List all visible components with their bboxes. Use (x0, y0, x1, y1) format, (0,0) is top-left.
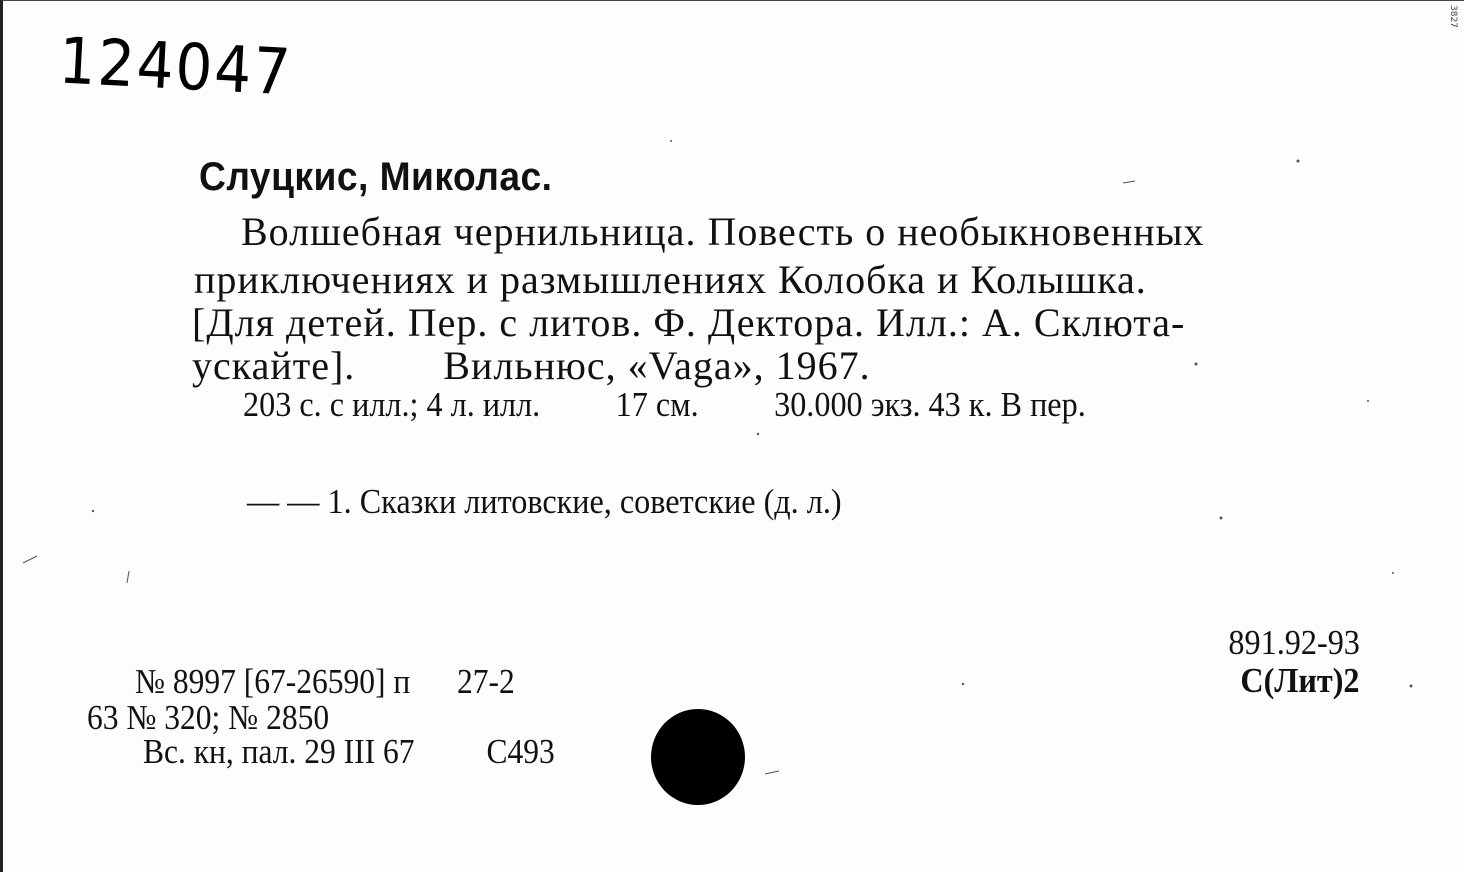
footer-line-2: 63 № 320; № 2850 (87, 698, 330, 737)
imprint: Вильнюс, «Vaga», 1967. (443, 343, 871, 388)
title-line-3: [Для детей. Пер. с литов. Ф. Дектора. Илл.: А. Склюта- (192, 300, 1186, 345)
footer-order-number: 27-2 (457, 662, 515, 701)
footer-chamber-date: Вс. кн, пал. 29 III 67 (143, 732, 415, 771)
paper-specks (3, 1, 1464, 873)
footer-record-number: № 8997 [67-26590] п (135, 662, 411, 701)
subject-heading: — — 1. Сказки литовские, советские (д. л.) (247, 482, 842, 521)
udc-code: 891.92-93 (1228, 623, 1360, 662)
author-heading: Слуцкис, Миколас. (199, 155, 553, 199)
collation-copies-price: 30.000 экз. 43 к. В пер. (774, 385, 1086, 424)
collation-pages: 203 с. с илл.; 4 л. илл. (243, 385, 541, 424)
collation-size: 17 см. (615, 385, 699, 424)
bbk-code: С(Лит)2 (1240, 661, 1360, 700)
title-line-2: приключениях и размышлениях Колобка и Колышка. (194, 257, 1147, 302)
footer-author-code: С493 (486, 732, 555, 771)
handwritten-inventory-number: 124047 (57, 23, 295, 110)
title-line-4-start: ускайте]. (192, 343, 356, 388)
corner-mark: 3827 (1448, 5, 1458, 28)
title-line-1: Волшебная чернильница. Повесть о необыкновенных (241, 209, 1205, 254)
